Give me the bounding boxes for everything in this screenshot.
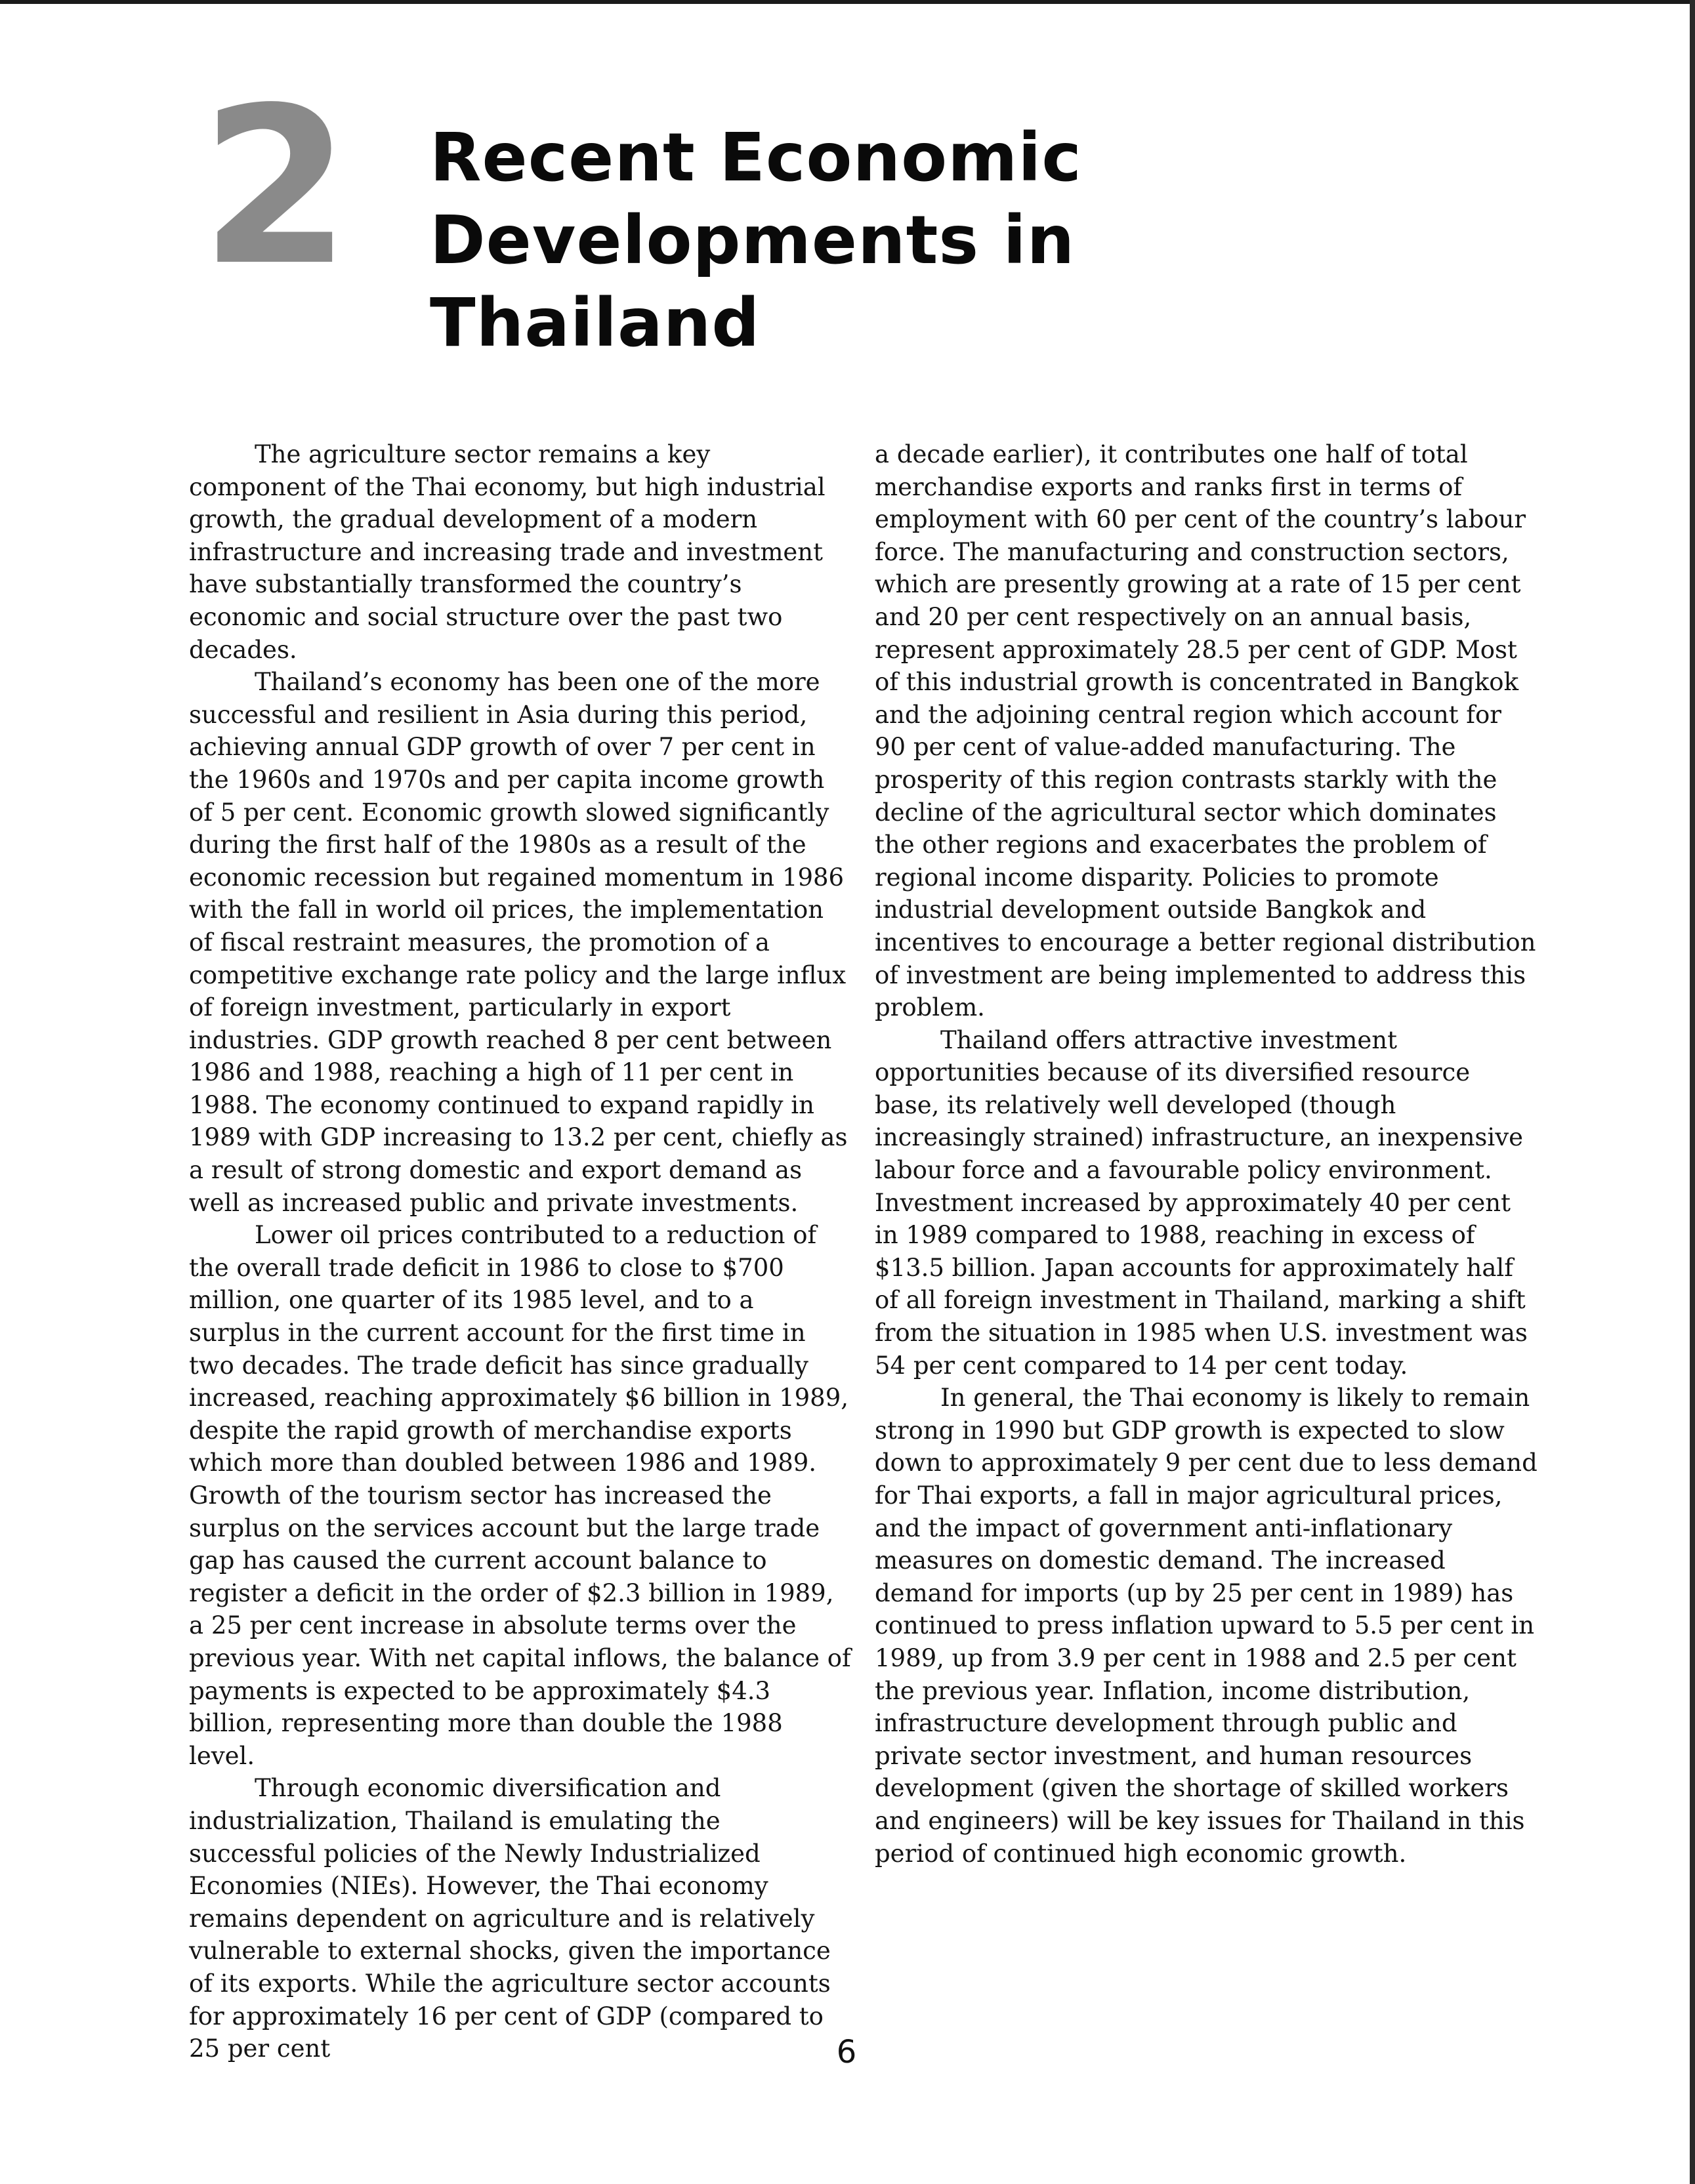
paragraph-diversification: Through economic diversification and industrialization, Thailand is emulating the successful policies of the Newly Industrialized Economies (NIEs). However, the Thai economy remains dependent on agriculture and is relatively vulnerable to external shocks, given the importance of its exports. While the agriculture sector accounts for approximately 16 per cent of GDP (compared to 25 per cent — [189, 1774, 831, 2063]
chapter-title-line-3: Thailand — [430, 284, 761, 362]
paragraph-trade-deficit: Lower oil prices contributed to a reduction of the overall trade deficit in 1986 to close to $700 million, one quarter of its 1985 level, and to a surplus in the current account for the first time in two decades. The trade deficit has since gradually increased, reaching approximately $6 billion in 1989, despite the rapid growth of merchandise exports which more than doubled between 1986 and 1989. Growth of the tourism sector has increased the surplus on the services account but the large trade gap has caused the current account balance to register a deficit in the order of $2.3 billion in 1989, a 25 per cent increase in absolute terms over the previous year. With net capital inflows, the balance of payments is expected to be approximately $4.3 billion, representing more than double the 1988 level. — [189, 1221, 851, 1770]
paragraph-diversification-continued: a decade earlier), it contributes one half of total merchandise exports and ranks first in terms of employment with 60 per cent of the country’s labour force. The manufacturing and construction sectors, which are presently growing at a rate of 15 per cent and 20 per cent respectively on an annual basis, represent approximately 28.5 per cent of GDP. Most of this industrial growth is concentrated in Bangkok and the adjoining central region which account for 90 per cent of value-added manufacturing. The prosperity of this region contrasts starkly with the decline of the agricultural sector which dominates the other regions and exacerbates the problem of regional income disparity. Policies to promote industrial development outside Bangkok and incentives to encourage a better regional distribution of investment are being implemented to address this problem. — [875, 440, 1536, 1022]
right-column — [875, 438, 1538, 1870]
chapter-number: 2 — [200, 61, 351, 313]
chapter-title — [430, 117, 1283, 365]
scan-edge-right — [1690, 0, 1695, 2184]
paragraph-investment: Thailand offers attractive investment opportunities because of its diversified resource base, its relatively well developed (though increasingly strained) infrastructure, an inexpensive labour force and a favourable policy environment. Investment increased by approximately 40 per cent in 1989 compared to 1988, reaching in excess of $13.5 billion. Japan accounts for approximately half of all foreign investment in Thailand, marking a shift from the situation in 1985 when U.S. investment was 54 per cent compared to 14 per cent today. — [875, 1025, 1528, 1380]
left-column — [189, 438, 852, 2065]
scan-edge-top — [0, 0, 1695, 4]
chapter-title-line-1: Recent Economic — [430, 119, 1082, 197]
chapter-title-line-2: Developments in — [430, 201, 1076, 279]
page-number: 6 — [836, 2034, 857, 2071]
paragraph-economic-growth: Thailand’s economy has been one of the more successful and resilient in Asia during this period, achieving annual GDP growth of over 7 per cent in the 1960s and 1970s and per capita income growth of 5 per cent. Economic growth slowed significantly during the first half of the 1980s as a result of the economic recession but regained momentum in 1986 with the fall in world oil prices, the implementation of fiscal restraint measures, the promotion of a competitive exchange rate policy and the large influx of foreign investment, particularly in export industries. GDP growth reached 8 per cent between 1986 and 1988, reaching a high of 11 per cent in 1988. The economy continued to expand rapidly in 1989 with GDP increasing to 13.2 per cent, chiefly as a result of strong domestic and export demand as well as increased public and private investments. — [189, 668, 848, 1217]
paragraph-agriculture-intro: The agriculture sector remains a key component of the Thai economy, but high industrial growth, the gradual development of a modern infrastructure and increasing trade and investment have substantially transformed the country’s economic and social structure over the past two decades. — [189, 440, 826, 664]
paragraph-outlook: In general, the Thai economy is likely to remain strong in 1990 but GDP growth is expected to slow down to approximately 9 per cent due to less demand for Thai exports, a fall in major agricultural prices, and the impact of government anti-inflationary measures on domestic demand. The increased demand for imports (up by 25 per cent in 1989) has continued to press inflation upward to 5.5 per cent in 1989, up from 3.9 per cent in 1988 and 2.5 per cent the previous year. Inflation, income distribution, infrastructure development through public and private sector investment, and human resources development (given the shortage of skilled workers and engineers) will be key issues for Thailand in this period of continued high economic growth. — [875, 1384, 1538, 1868]
